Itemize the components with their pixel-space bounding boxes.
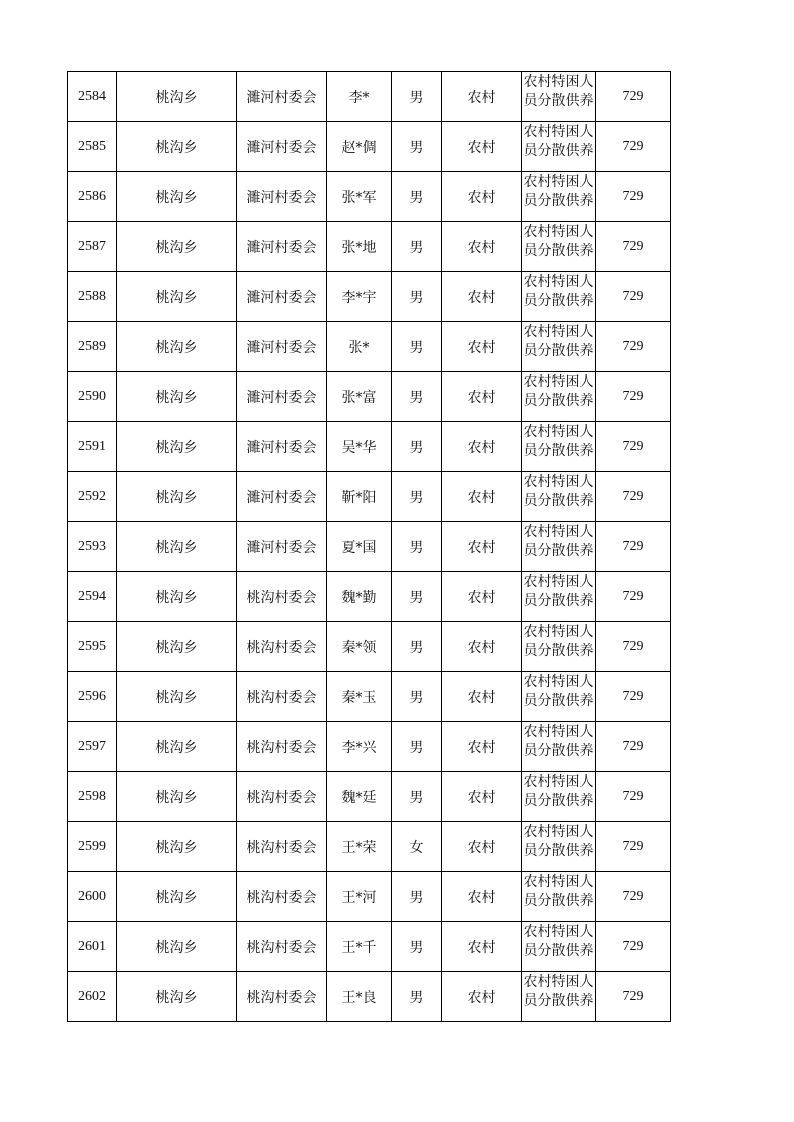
cell-serial-number: 2585 xyxy=(68,122,117,172)
cell-area-type: 农村 xyxy=(442,822,522,872)
cell-gender: 男 xyxy=(392,622,442,672)
cell-township: 桃沟乡 xyxy=(117,372,237,422)
cell-village-committee: 桃沟村委会 xyxy=(237,822,327,872)
cell-village-committee: 桃沟村委会 xyxy=(237,572,327,622)
cell-gender: 女 xyxy=(392,822,442,872)
assistance-category-text: 农村特困人员分散供养 xyxy=(523,374,594,409)
cell-assistance-category xyxy=(522,72,596,122)
cell-village-committee: 桃沟村委会 xyxy=(237,672,327,722)
cell-area-type: 农村 xyxy=(442,72,522,122)
cell-area-type: 农村 xyxy=(442,672,522,722)
cell-serial-number: 2600 xyxy=(68,872,117,922)
cell-area-type: 农村 xyxy=(442,422,522,472)
cell-serial-number: 2595 xyxy=(68,622,117,672)
cell-assistance-category xyxy=(522,722,596,772)
assistance-category-text: 农村特困人员分散供养 xyxy=(523,524,594,559)
cell-gender: 男 xyxy=(392,122,442,172)
assistance-category-text: 农村特困人员分散供养 xyxy=(523,124,594,159)
cell-amount: 729 xyxy=(596,922,671,972)
assistance-category-text: 农村特困人员分散供养 xyxy=(523,174,594,209)
table-row xyxy=(68,922,671,972)
cell-person-name: 夏*国 xyxy=(327,522,392,572)
cell-serial-number: 2599 xyxy=(68,822,117,872)
cell-person-name: 秦*领 xyxy=(327,622,392,672)
cell-township: 桃沟乡 xyxy=(117,472,237,522)
cell-area-type: 农村 xyxy=(442,522,522,572)
cell-gender: 男 xyxy=(392,72,442,122)
cell-amount: 729 xyxy=(596,772,671,822)
cell-amount: 729 xyxy=(596,572,671,622)
cell-village-committee: 濉河村委会 xyxy=(237,472,327,522)
cell-person-name: 张*地 xyxy=(327,222,392,272)
cell-township: 桃沟乡 xyxy=(117,622,237,672)
cell-amount: 729 xyxy=(596,672,671,722)
assistance-category-text: 农村特困人员分散供养 xyxy=(523,724,594,759)
cell-amount: 729 xyxy=(596,72,671,122)
cell-township: 桃沟乡 xyxy=(117,972,237,1022)
assistance-category-text: 农村特困人员分散供养 xyxy=(523,674,594,709)
cell-amount: 729 xyxy=(596,272,671,322)
cell-assistance-category xyxy=(522,222,596,272)
cell-township: 桃沟乡 xyxy=(117,672,237,722)
table-row xyxy=(68,522,671,572)
cell-person-name: 靳*阳 xyxy=(327,472,392,522)
table-row xyxy=(68,572,671,622)
cell-assistance-category xyxy=(522,672,596,722)
cell-assistance-category xyxy=(522,322,596,372)
cell-serial-number: 2589 xyxy=(68,322,117,372)
cell-area-type: 农村 xyxy=(442,722,522,772)
cell-township: 桃沟乡 xyxy=(117,772,237,822)
table-row xyxy=(68,872,671,922)
assistance-category-text: 农村特困人员分散供养 xyxy=(523,624,594,659)
cell-township: 桃沟乡 xyxy=(117,272,237,322)
cell-area-type: 农村 xyxy=(442,222,522,272)
cell-gender: 男 xyxy=(392,522,442,572)
cell-assistance-category xyxy=(522,372,596,422)
cell-area-type: 农村 xyxy=(442,572,522,622)
assistance-category-text: 农村特困人员分散供养 xyxy=(523,274,594,309)
cell-area-type: 农村 xyxy=(442,172,522,222)
cell-person-name: 李*兴 xyxy=(327,722,392,772)
assistance-category-text: 农村特困人员分散供养 xyxy=(523,824,594,859)
assistance-category-text: 农村特困人员分散供养 xyxy=(523,474,594,509)
cell-assistance-category xyxy=(522,422,596,472)
cell-gender: 男 xyxy=(392,572,442,622)
cell-gender: 男 xyxy=(392,872,442,922)
cell-serial-number: 2592 xyxy=(68,472,117,522)
cell-amount: 729 xyxy=(596,422,671,472)
cell-person-name: 吴*华 xyxy=(327,422,392,472)
cell-person-name: 秦*玉 xyxy=(327,672,392,722)
cell-gender: 男 xyxy=(392,772,442,822)
cell-area-type: 农村 xyxy=(442,372,522,422)
cell-assistance-category xyxy=(522,572,596,622)
cell-gender: 男 xyxy=(392,472,442,522)
table-body xyxy=(68,72,671,1022)
cell-person-name: 张* xyxy=(327,322,392,372)
cell-village-committee: 桃沟村委会 xyxy=(237,922,327,972)
table-row xyxy=(68,422,671,472)
cell-gender: 男 xyxy=(392,922,442,972)
cell-village-committee: 桃沟村委会 xyxy=(237,872,327,922)
recipient-table-container xyxy=(67,71,671,1022)
assistance-category-text: 农村特困人员分散供养 xyxy=(523,224,594,259)
cell-amount: 729 xyxy=(596,122,671,172)
cell-person-name: 王*良 xyxy=(327,972,392,1022)
cell-gender: 男 xyxy=(392,672,442,722)
cell-person-name: 赵*倜 xyxy=(327,122,392,172)
assistance-category-text: 农村特困人员分散供养 xyxy=(523,324,594,359)
cell-person-name: 魏*廷 xyxy=(327,772,392,822)
cell-assistance-category xyxy=(522,922,596,972)
cell-township: 桃沟乡 xyxy=(117,572,237,622)
assistance-category-text: 农村特困人员分散供养 xyxy=(523,574,594,609)
cell-area-type: 农村 xyxy=(442,122,522,172)
table-row xyxy=(68,672,671,722)
table-row xyxy=(68,322,671,372)
cell-area-type: 农村 xyxy=(442,972,522,1022)
cell-area-type: 农村 xyxy=(442,322,522,372)
cell-amount: 729 xyxy=(596,322,671,372)
cell-village-committee: 桃沟村委会 xyxy=(237,772,327,822)
cell-serial-number: 2584 xyxy=(68,72,117,122)
assistance-category-text: 农村特困人员分散供养 xyxy=(523,424,594,459)
cell-gender: 男 xyxy=(392,972,442,1022)
cell-township: 桃沟乡 xyxy=(117,522,237,572)
cell-assistance-category xyxy=(522,522,596,572)
cell-area-type: 农村 xyxy=(442,472,522,522)
cell-village-committee: 桃沟村委会 xyxy=(237,722,327,772)
cell-village-committee: 濉河村委会 xyxy=(237,522,327,572)
cell-person-name: 李*宇 xyxy=(327,272,392,322)
cell-gender: 男 xyxy=(392,272,442,322)
cell-gender: 男 xyxy=(392,222,442,272)
cell-serial-number: 2601 xyxy=(68,922,117,972)
cell-serial-number: 2587 xyxy=(68,222,117,272)
cell-amount: 729 xyxy=(596,222,671,272)
cell-village-committee: 濉河村委会 xyxy=(237,322,327,372)
table-row xyxy=(68,272,671,322)
cell-person-name: 王*河 xyxy=(327,872,392,922)
cell-person-name: 王*千 xyxy=(327,922,392,972)
cell-village-committee: 桃沟村委会 xyxy=(237,972,327,1022)
table-row xyxy=(68,122,671,172)
cell-serial-number: 2593 xyxy=(68,522,117,572)
cell-township: 桃沟乡 xyxy=(117,72,237,122)
cell-gender: 男 xyxy=(392,722,442,772)
cell-village-committee: 濉河村委会 xyxy=(237,272,327,322)
cell-serial-number: 2602 xyxy=(68,972,117,1022)
recipient-table xyxy=(67,71,671,1022)
table-row xyxy=(68,72,671,122)
cell-person-name: 王*荣 xyxy=(327,822,392,872)
cell-village-committee: 桃沟村委会 xyxy=(237,622,327,672)
table-row xyxy=(68,772,671,822)
cell-amount: 729 xyxy=(596,472,671,522)
table-row xyxy=(68,722,671,772)
assistance-category-text: 农村特困人员分散供养 xyxy=(523,874,594,909)
cell-village-committee: 濉河村委会 xyxy=(237,372,327,422)
cell-gender: 男 xyxy=(392,422,442,472)
cell-assistance-category xyxy=(522,972,596,1022)
cell-village-committee: 濉河村委会 xyxy=(237,122,327,172)
cell-village-committee: 濉河村委会 xyxy=(237,72,327,122)
cell-serial-number: 2597 xyxy=(68,722,117,772)
cell-serial-number: 2588 xyxy=(68,272,117,322)
cell-serial-number: 2594 xyxy=(68,572,117,622)
cell-township: 桃沟乡 xyxy=(117,222,237,272)
cell-amount: 729 xyxy=(596,172,671,222)
cell-area-type: 农村 xyxy=(442,922,522,972)
cell-gender: 男 xyxy=(392,372,442,422)
cell-assistance-category xyxy=(522,872,596,922)
cell-assistance-category xyxy=(522,622,596,672)
cell-assistance-category xyxy=(522,822,596,872)
cell-area-type: 农村 xyxy=(442,622,522,672)
table-row xyxy=(68,622,671,672)
table-row xyxy=(68,472,671,522)
cell-gender: 男 xyxy=(392,172,442,222)
cell-person-name: 李* xyxy=(327,72,392,122)
cell-village-committee: 濉河村委会 xyxy=(237,422,327,472)
cell-amount: 729 xyxy=(596,522,671,572)
cell-serial-number: 2586 xyxy=(68,172,117,222)
cell-person-name: 张*富 xyxy=(327,372,392,422)
cell-amount: 729 xyxy=(596,872,671,922)
cell-village-committee: 濉河村委会 xyxy=(237,172,327,222)
cell-person-name: 张*军 xyxy=(327,172,392,222)
cell-amount: 729 xyxy=(596,372,671,422)
cell-area-type: 农村 xyxy=(442,872,522,922)
cell-assistance-category xyxy=(522,272,596,322)
cell-serial-number: 2591 xyxy=(68,422,117,472)
cell-serial-number: 2590 xyxy=(68,372,117,422)
cell-township: 桃沟乡 xyxy=(117,922,237,972)
cell-amount: 729 xyxy=(596,822,671,872)
cell-assistance-category xyxy=(522,772,596,822)
cell-township: 桃沟乡 xyxy=(117,322,237,372)
assistance-category-text: 农村特困人员分散供养 xyxy=(523,974,594,1009)
cell-assistance-category xyxy=(522,172,596,222)
table-row xyxy=(68,972,671,1022)
cell-assistance-category xyxy=(522,122,596,172)
cell-amount: 729 xyxy=(596,622,671,672)
cell-serial-number: 2598 xyxy=(68,772,117,822)
assistance-category-text: 农村特困人员分散供养 xyxy=(523,774,594,809)
cell-township: 桃沟乡 xyxy=(117,822,237,872)
cell-amount: 729 xyxy=(596,722,671,772)
cell-township: 桃沟乡 xyxy=(117,872,237,922)
assistance-category-text: 农村特困人员分散供养 xyxy=(523,74,594,109)
assistance-category-text: 农村特困人员分散供养 xyxy=(523,924,594,959)
cell-township: 桃沟乡 xyxy=(117,722,237,772)
cell-gender: 男 xyxy=(392,322,442,372)
cell-serial-number: 2596 xyxy=(68,672,117,722)
cell-area-type: 农村 xyxy=(442,272,522,322)
table-row xyxy=(68,172,671,222)
cell-township: 桃沟乡 xyxy=(117,172,237,222)
cell-area-type: 农村 xyxy=(442,772,522,822)
cell-person-name: 魏*勤 xyxy=(327,572,392,622)
cell-township: 桃沟乡 xyxy=(117,422,237,472)
cell-township: 桃沟乡 xyxy=(117,122,237,172)
table-row xyxy=(68,822,671,872)
cell-assistance-category xyxy=(522,472,596,522)
table-row xyxy=(68,372,671,422)
table-row xyxy=(68,222,671,272)
cell-village-committee: 濉河村委会 xyxy=(237,222,327,272)
cell-amount: 729 xyxy=(596,972,671,1022)
